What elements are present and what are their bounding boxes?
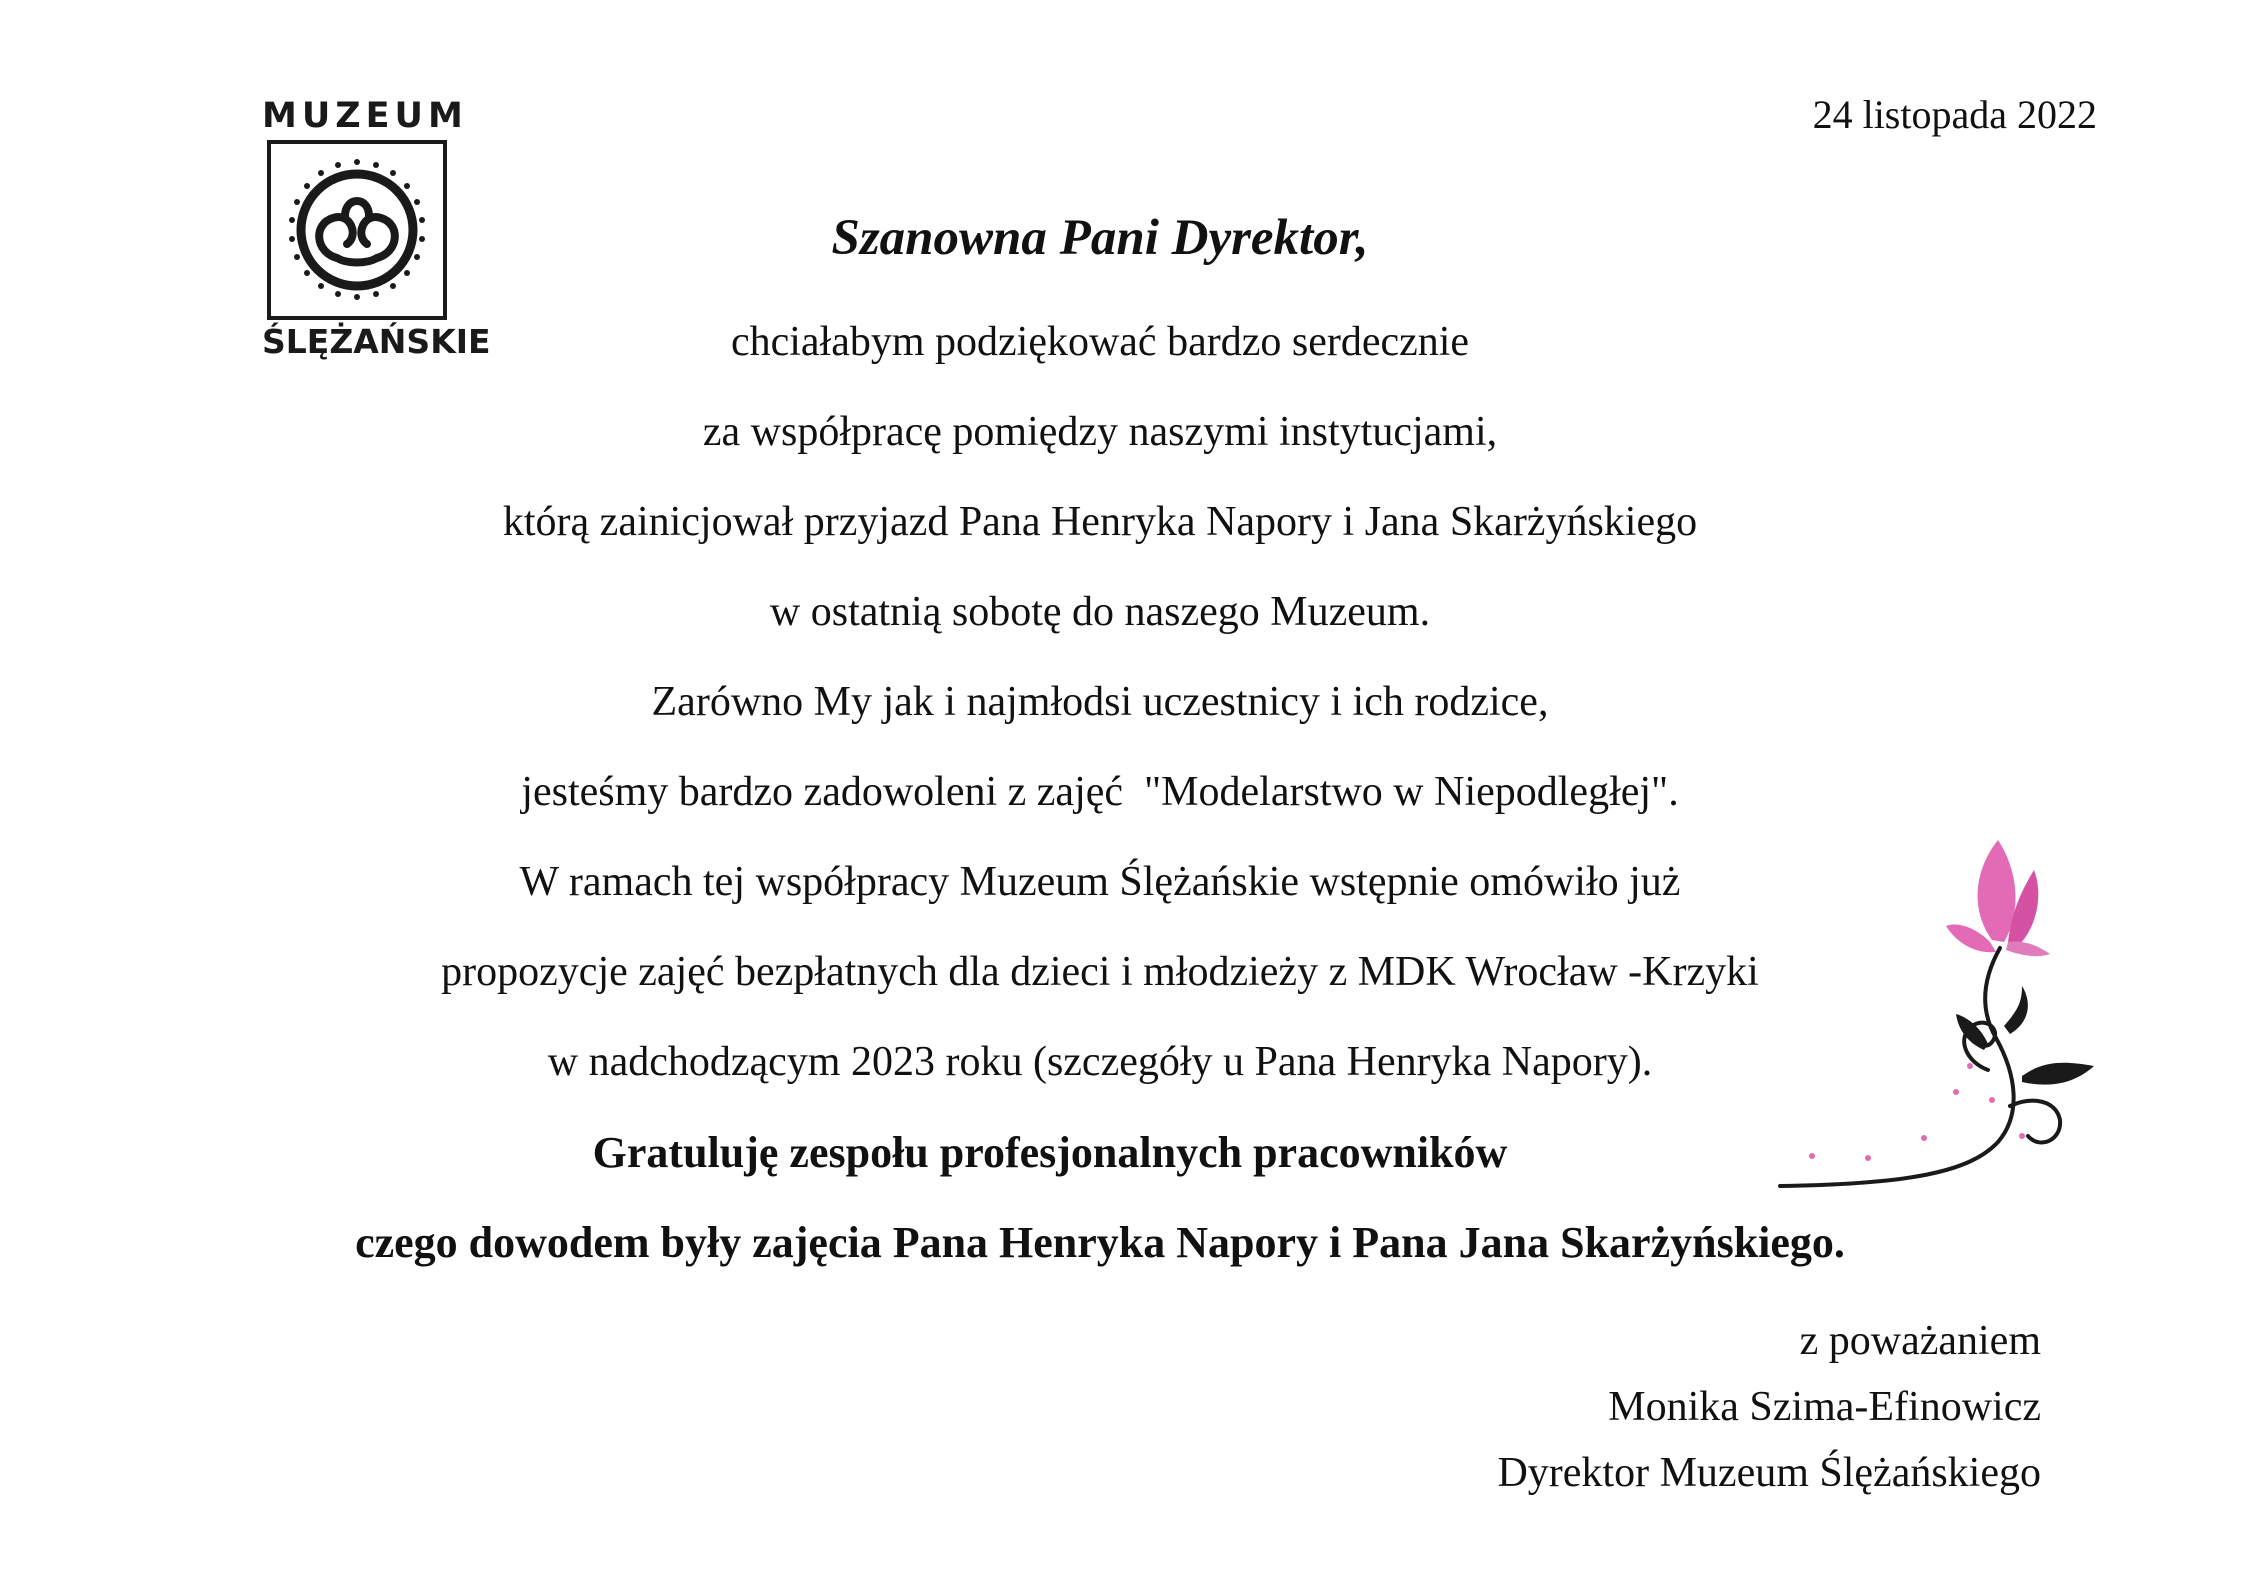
body-line: chciałabym podziękować bardzo serdecznie bbox=[730, 319, 1470, 365]
bold-line: Gratuluję zespołu profesjonalnych pracowników bbox=[592, 1128, 1508, 1177]
body-line: Zarówno My jak i najmłodsi uczestnicy i ich rodzice, bbox=[651, 679, 1549, 725]
letter-date: 24 listopada 2022 bbox=[1812, 92, 2097, 137]
body-line: w nadchodzącym 2023 roku (szczegóły u Pana Henryka Napory). bbox=[547, 1039, 1653, 1085]
logo-bottom-text: ŚLĘŻAŃSKIE bbox=[262, 322, 491, 361]
bold-line: czego dowodem były zajęcia Pana Henryka Napory i Pana Jana Skarżyńskiego. bbox=[355, 1218, 1845, 1267]
body-line: w ostatnią sobotę do naszego Muzeum. bbox=[769, 589, 1431, 635]
body-line: którą zainicjował przyjazd Pana Henryka Napory i Jana Skarżyńskiego bbox=[502, 499, 1698, 545]
decorative-flower-icon bbox=[1760, 830, 2100, 1200]
salutation: Szanowna Pani Dyrektor, bbox=[831, 210, 1369, 266]
body-line: W ramach tej współpracy Muzeum Ślężańskie wstępnie omówiło już bbox=[519, 859, 1681, 905]
logo-top-text: MUZEUM bbox=[262, 96, 468, 136]
body-line: za współpracę pomiędzy naszymi instytucjami, bbox=[702, 409, 1498, 455]
signatory-name: Monika Szima-Efinowicz bbox=[1608, 1384, 2041, 1430]
body-line: propozycje zajęć bezpłatnych dla dzieci i młodzieży z MDK Wrocław -Krzyki bbox=[441, 949, 1759, 995]
closing-regards: z poważaniem bbox=[1799, 1318, 2041, 1364]
body-line: jesteśmy bardzo zadowoleni z zajęć "Modelarstwo w Niepodległej". bbox=[521, 769, 1679, 815]
signatory-title: Dyrektor Muzeum Ślężańskiego bbox=[1497, 1450, 2041, 1496]
